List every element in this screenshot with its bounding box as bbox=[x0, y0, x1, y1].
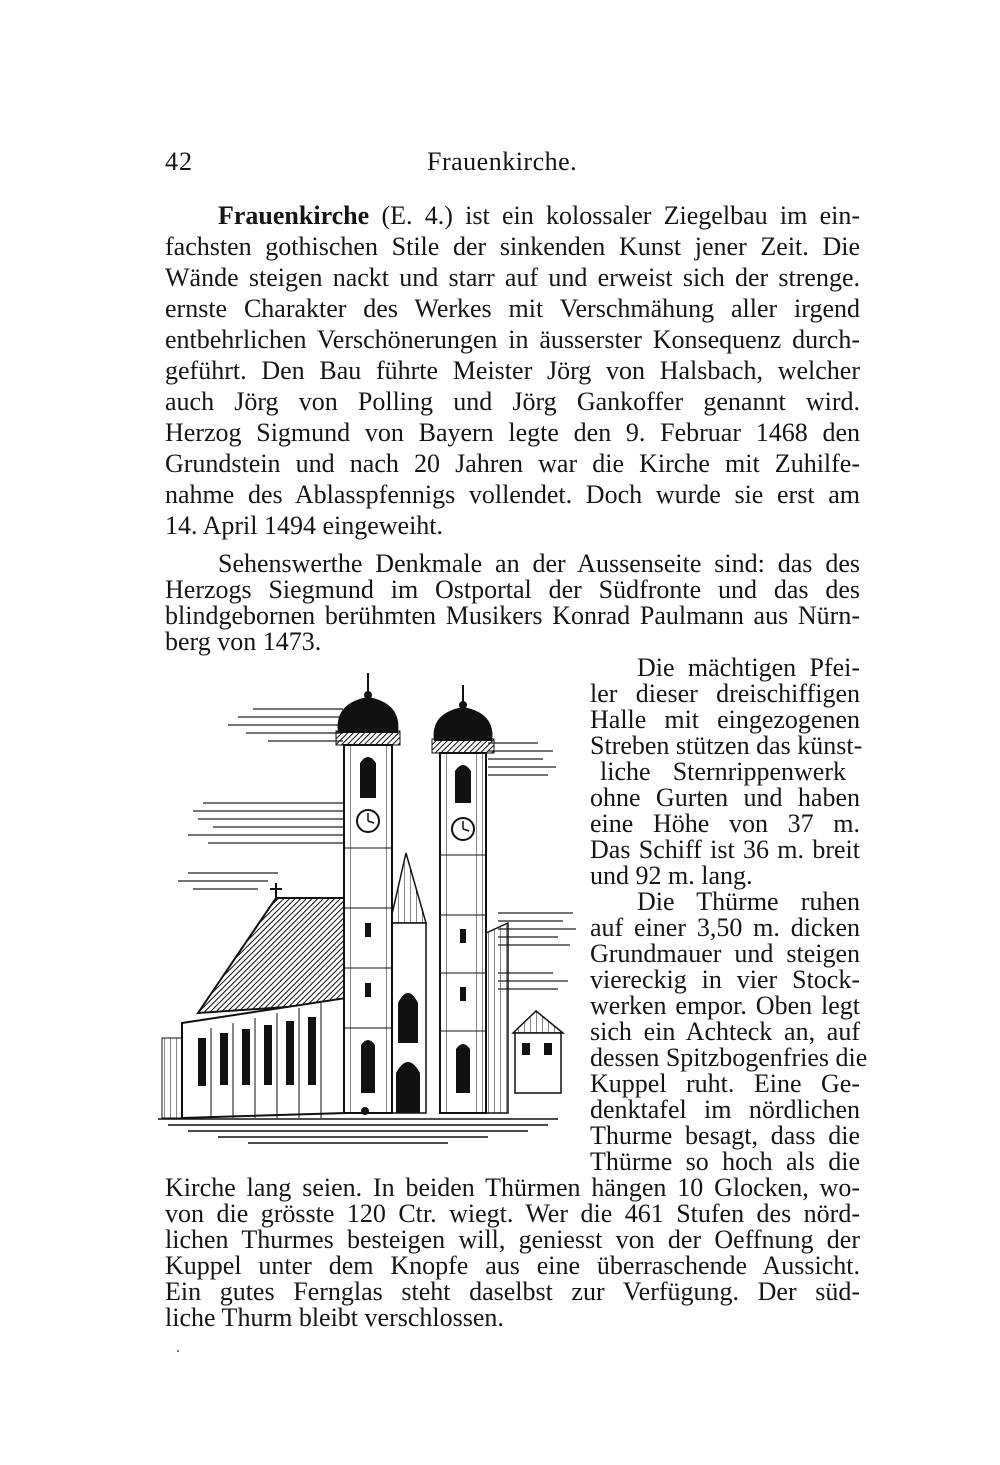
text-line: denktafel im nördlichen bbox=[590, 1095, 860, 1124]
text-line bbox=[218, 201, 860, 231]
paper-speck bbox=[177, 1350, 179, 1352]
text-line: liche Thurm bleibt verschlossen. bbox=[165, 1303, 504, 1332]
text-line: Wände steigen nackt und starr auf und erweist sich der strenge. bbox=[165, 263, 860, 292]
bold-lead-word: Frauenkirche bbox=[218, 201, 370, 230]
text-line: dessen Spitzbogenfries die bbox=[590, 1043, 868, 1072]
text-line: nahme des Ablasspfennigs vollendet. Doch wurde sie erst am bbox=[165, 480, 860, 509]
text-line: Thurme besagt, dass die bbox=[590, 1121, 860, 1150]
text-line: werken empor. Oben legt bbox=[590, 991, 860, 1020]
text-line: geführt. Den Bau führte Meister Jörg von Halsbach, welcher bbox=[165, 356, 860, 385]
text-line: lichen Thurmes besteigen will, geniesst von der Oeffnung der bbox=[165, 1225, 860, 1254]
text-line: und 92 m. lang. bbox=[590, 861, 753, 890]
text-line: Kuppel ruht. Eine Ge- bbox=[590, 1069, 860, 1098]
text-line: eine Höhe von 37 m. bbox=[590, 809, 860, 838]
text-line: Ein gutes Fernglas steht daselbst zur Verfügung. Der süd- bbox=[165, 1277, 860, 1306]
page-header bbox=[165, 147, 860, 181]
text-line: fachsten gothischen Stile der sinkenden Kunst jener Zeit. Die bbox=[165, 232, 860, 261]
text-line: Grundstein und nach 20 Jahren war die Kirche mit Zuhilfe- bbox=[165, 449, 860, 478]
text-line: Thürme so hoch als die bbox=[590, 1147, 860, 1176]
page-number: 42 bbox=[165, 147, 193, 176]
text-line: auf einer 3,50 m. dicken bbox=[590, 913, 860, 942]
text-line: Herzog Sigmund von Bayern legte den 9. Februar 1468 den bbox=[165, 418, 860, 447]
text-line: Grundmauer und steigen bbox=[590, 939, 860, 968]
text-line: liche Sternrippenwerk bbox=[600, 757, 846, 786]
text-line: Das Schiff ist 36 m. breit bbox=[590, 835, 860, 864]
church-illustration-svg bbox=[158, 673, 578, 1149]
text-line: auch Jörg von Polling und Jörg Gankoffer genannt wird. bbox=[165, 387, 860, 416]
text-line: sich ein Achteck an, auf bbox=[590, 1017, 860, 1046]
text-line: Streben stützen das künst- bbox=[590, 731, 863, 760]
text-span: (E. 4.) ist ein kolossaler Ziegelbau im ein- bbox=[369, 201, 860, 230]
text-line: blindgebornen berühmten Musikers Konrad Paulmann aus Nürn- bbox=[165, 601, 860, 630]
text-line: viereckig in vier Stock- bbox=[590, 965, 860, 994]
text-line: Die mächtigen Pfei- bbox=[637, 653, 860, 682]
left-tower bbox=[336, 673, 400, 1113]
text-line: ohne Gurten und haben bbox=[590, 783, 860, 812]
text-line: Sehenswerthe Denkmale an der Aussenseite sind: das des bbox=[218, 549, 860, 578]
text-line: ernste Charakter des Werkes mit Verschmähung aller irgend bbox=[165, 294, 860, 323]
text-line: ler dieser dreischiffigen bbox=[590, 679, 860, 708]
frauenkirche-engraving bbox=[158, 673, 578, 1149]
text-line: Die Thürme ruhen bbox=[637, 887, 860, 916]
text-line: Halle mit eingezogenen bbox=[590, 705, 860, 734]
text-line: entbehrlichen Verschönerungen in äusserster Konsequenz durch- bbox=[165, 325, 860, 354]
running-title: Frauenkirche. bbox=[427, 147, 578, 176]
text-line: Kuppel unter dem Knopfe aus eine überraschende Aussicht. bbox=[165, 1251, 860, 1280]
text-line: von die grösste 120 Ctr. wiegt. Wer die 461 Stufen des nörd- bbox=[165, 1199, 860, 1228]
text-line: Kirche lang seien. In beiden Thürmen hängen 10 Glocken, wo- bbox=[165, 1173, 860, 1202]
text-line: berg von 1473. bbox=[165, 627, 322, 656]
right-tower bbox=[432, 685, 494, 1113]
text-line: Herzogs Siegmund im Ostportal der Südfronte und das des bbox=[165, 575, 860, 604]
text-line: 14. April 1494 eingeweiht. bbox=[165, 511, 444, 540]
